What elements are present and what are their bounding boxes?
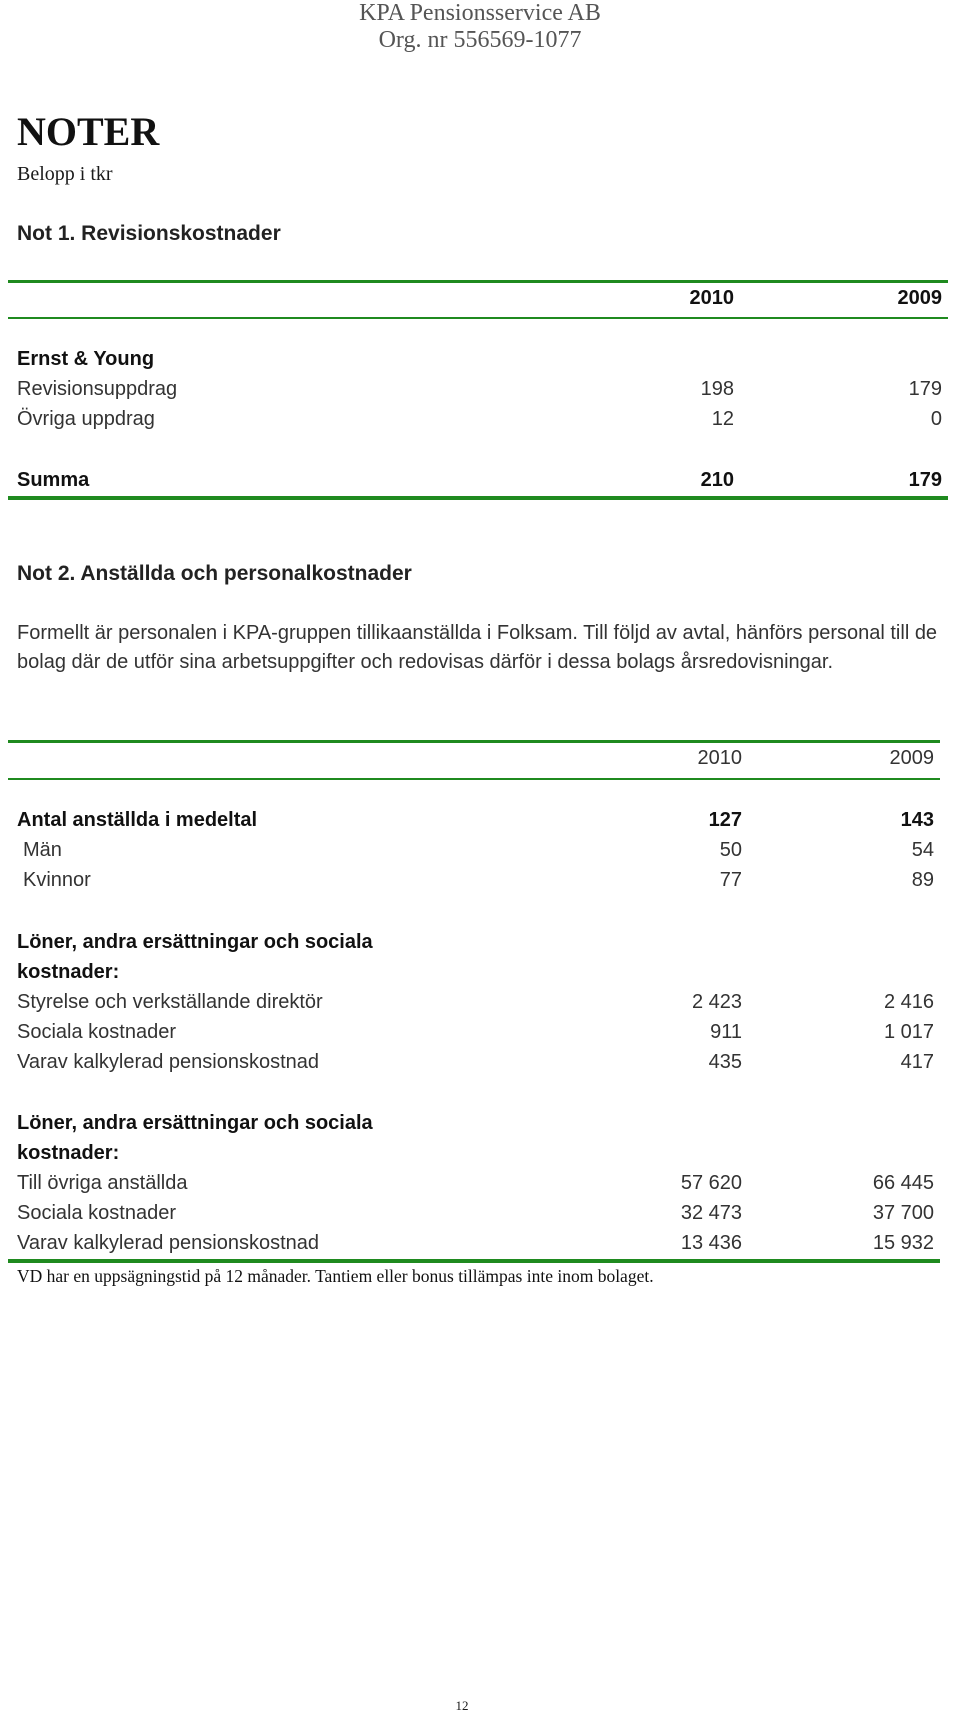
- value-2010: 77: [719, 869, 742, 891]
- value-2010: 2 423: [691, 991, 742, 1013]
- note2-year-header: [0, 747, 960, 777]
- table-row: [0, 1172, 960, 1202]
- value-2010: 32 473: [680, 1202, 742, 1224]
- table-row: [0, 1051, 960, 1081]
- note1-year-header: [0, 287, 960, 317]
- group2-heading-cont: kostnader:: [17, 1142, 120, 1164]
- value-2009: 15 932: [872, 1232, 934, 1254]
- value-2010: 210: [700, 469, 734, 491]
- note2-intro: Formellt är personalen i KPA-gruppen tillikaanställda i Folksam. Till följd av avtal, hänförs personal till de bolag där de utför sina arbetsuppgifter och redovisas därför i dessa bolags årsredovisningar.: [17, 622, 938, 673]
- row-label: Varav kalkylerad pensionskostnad: [17, 1232, 320, 1254]
- year-2009: 2009: [889, 747, 934, 769]
- note2-title: Not 2. Anställda och personalkostnader: [17, 562, 412, 585]
- note1-title: Not 1. Revisionskostnader: [17, 222, 281, 245]
- value-2009: 37 700: [872, 1202, 934, 1224]
- value-2009: 179: [908, 378, 942, 400]
- table-row: [0, 1021, 960, 1051]
- sum-row: [0, 469, 960, 499]
- value-2010: 435: [708, 1051, 742, 1073]
- footnote: VD har en uppsägningstid på 12 månader. Tantiem eller bonus tillämpas inte inom bolaget.: [17, 1266, 654, 1286]
- note1-header-rule: [8, 317, 948, 319]
- row-label: Sociala kostnader: [17, 1021, 176, 1043]
- group2-heading: Löner, andra ersättningar och sociala: [17, 1112, 373, 1134]
- year-2009: 2009: [897, 287, 942, 309]
- group1-heading-cont: kostnader:: [17, 961, 120, 983]
- table-row: [0, 1202, 960, 1232]
- value-2009: 179: [908, 469, 942, 491]
- amount-unit: Belopp i tkr: [17, 163, 113, 185]
- year-2010: 2010: [689, 287, 734, 309]
- value-2009: 2 416: [883, 991, 934, 1013]
- table-row: [0, 809, 960, 839]
- row-label: Styrelse och verkställande direktör: [17, 991, 323, 1013]
- table-row: [0, 839, 960, 869]
- row-label: Varav kalkylerad pensionskostnad: [17, 1051, 320, 1073]
- group1-heading: Löner, andra ersättningar och sociala: [17, 931, 373, 953]
- table-row: [0, 408, 960, 438]
- table-row: [0, 378, 960, 408]
- company-name: KPA Pensionsservice AB: [359, 0, 601, 26]
- note1-bottom-rule: [8, 496, 948, 500]
- note2-bottom-rule: [8, 1259, 940, 1263]
- table-row: [0, 348, 960, 378]
- table-row: [0, 869, 960, 899]
- table-row: [0, 1232, 960, 1262]
- value-2009: 417: [900, 1051, 934, 1073]
- row-label: Summa: [17, 469, 90, 491]
- row-label: Antal anställda i medeltal: [17, 809, 258, 831]
- value-2010: 127: [708, 809, 742, 831]
- row-label: Övriga uppdrag: [17, 408, 155, 430]
- value-2009: 54: [911, 839, 934, 861]
- row-label: Kvinnor: [23, 869, 91, 891]
- table-row: [0, 991, 960, 1021]
- value-2009: 89: [911, 869, 934, 891]
- row-label: Sociala kostnader: [17, 1202, 176, 1224]
- value-2009: 0: [930, 408, 942, 430]
- note2-top-rule: [8, 740, 940, 743]
- year-2010: 2010: [697, 747, 742, 769]
- value-2010: 198: [700, 378, 734, 400]
- value-2009: 66 445: [872, 1172, 934, 1194]
- value-2010: 911: [710, 1021, 742, 1043]
- row-label: Till övriga anställda: [17, 1172, 188, 1194]
- page-number: 12: [455, 1698, 469, 1713]
- value-2009: 143: [900, 809, 934, 831]
- page-title: NOTER: [17, 109, 160, 154]
- value-2009: 1 017: [883, 1021, 934, 1043]
- row-label: Män: [23, 839, 62, 861]
- row-label: Ernst & Young: [17, 348, 155, 370]
- value-2010: 13 436: [680, 1232, 742, 1254]
- value-2010: 50: [719, 839, 742, 861]
- org-number: Org. nr 556569-1077: [378, 27, 582, 53]
- note2-header-rule: [8, 778, 940, 780]
- note1-top-rule: [8, 280, 948, 283]
- value-2010: 57 620: [680, 1172, 742, 1194]
- value-2010: 12: [711, 408, 734, 430]
- row-label: Revisionsuppdrag: [17, 378, 178, 400]
